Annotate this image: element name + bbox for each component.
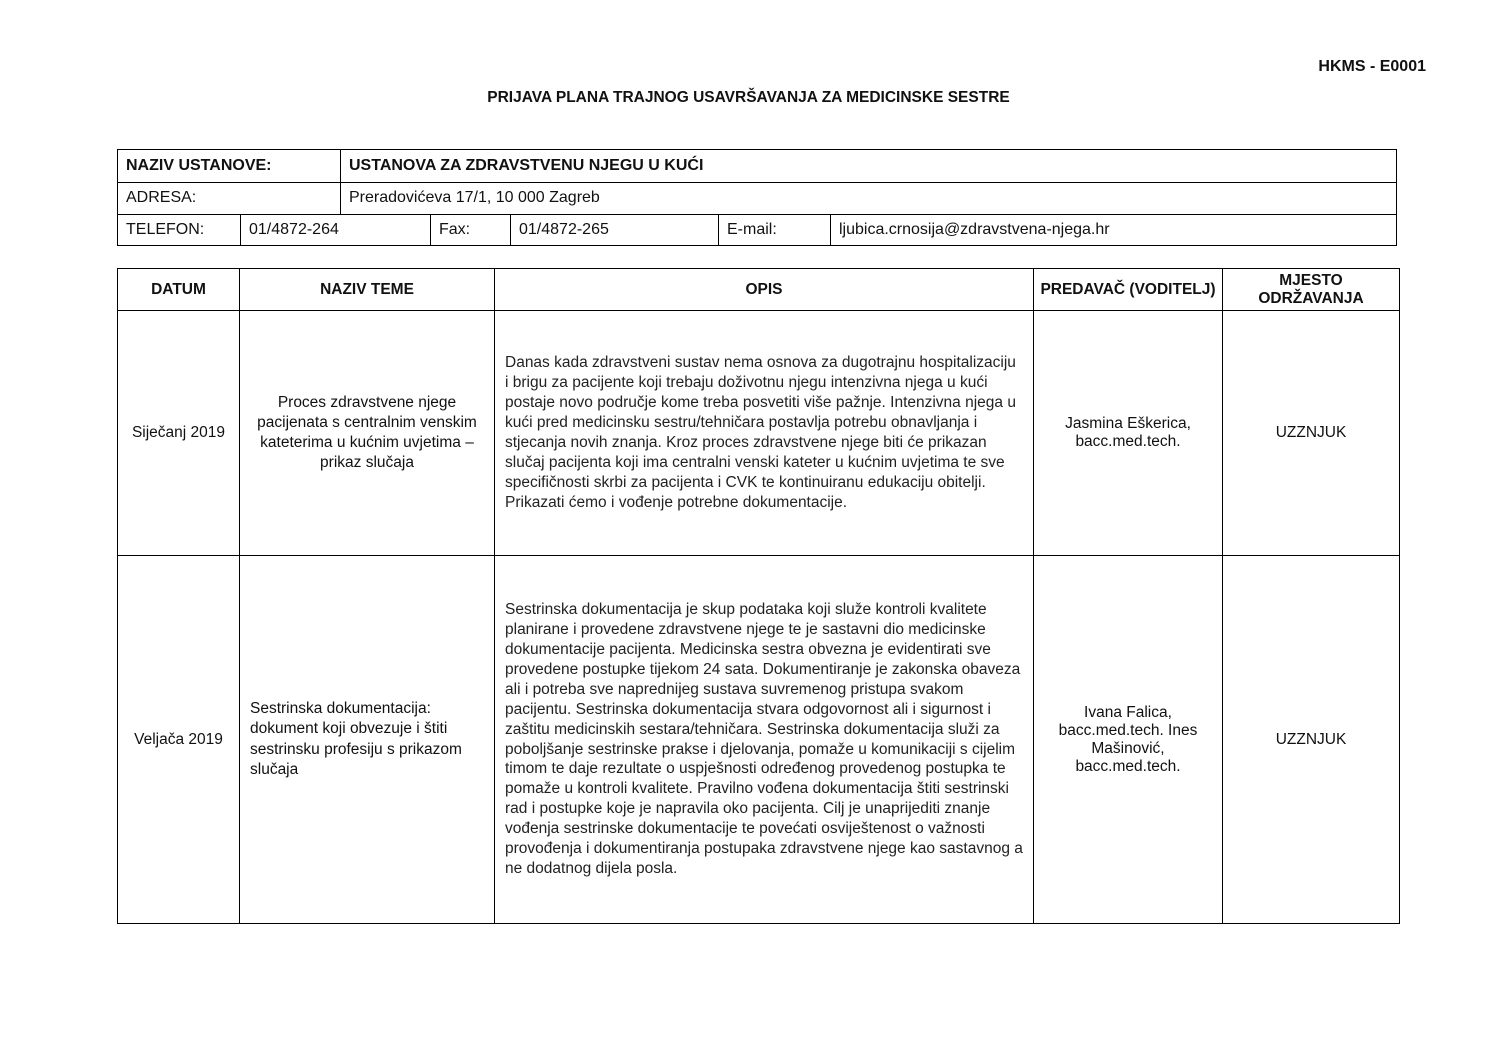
institution-address-row: [118, 182, 1396, 215]
column-header-place: MJESTO ODRŽAVANJA: [1223, 269, 1400, 311]
institution-table: [117, 149, 1397, 246]
row-theme: Proces zdravstvene njege pacijenata s centralnim venskim kateterima u kućnim uvjetima – prikaz slučaja: [240, 311, 495, 556]
table-row: [118, 311, 1400, 556]
row-date: Veljača 2019: [118, 556, 240, 924]
column-header-theme: NAZIV TEME: [240, 269, 495, 311]
row-description: Sestrinska dokumentacija je skup podataka koji služe kontroli kvalitete planirane i provedene zdravstvene njege te je sastavni dio medicinske dokumentacije pacijenta. Medicinska sestra obvezna je evidentirati sve provedene postupke tijekom 24 sata. Dokumentiranje je zakonska obaveza ali i potreba sve naprednijeg sustava suvremenog pristupa svakom pacijentu. Sestrinska dokumentacija stvara odgovornost ali i sigurnost i zaštitu medicinskih sestara/tehničara. Sestrinska dokumentacija služi za poboljšanje sestrinske prakse i djelovanja, pomaže u komunikaciji s cijelim timom te daje rezultate o uspješnosti određenog provedenog postupka te pomaže u kontroli kvalitete. Pravilno vođena dokumentacija štiti sestrinski rad i postupke koje je napravila oko pacijenta. Cilj je unaprijediti znanje vođenja sestrinske dokumentacije te povećati osviještenost o važnosti provođenja i dokumentiranja postupaka zdravstvene njege kao sastavnog a ne dodatnog dijela posla.: [495, 556, 1034, 924]
address-value: Preradovićeva 17/1, 10 000 Zagreb: [340, 182, 1398, 214]
row-description: Danas kada zdravstveni sustav nema osnova za dugotrajnu hospitalizaciju i brigu za pacijente koji trebaju doživotnu njegu intenzivna njega u kući postaje novo područje kome treba posvetiti više pažnje. Intenzivna njega u kući pred medicinsku sestru/tehničara postavlja potrebu obnavljanja i stjecanja novih znanja. Kroz proces zdravstvene njege biti će prikazan slučaj pacijenta koji ima centralni venski kateter u kućnim uvjetima te sve specifičnosti skrbi za pacijenta i CVK te kontinuiranu edukaciju obitelji. Prikazati ćemo i vođenje potrebne dokumentacije.: [495, 311, 1034, 556]
form-code: HKMS - E0001: [1318, 58, 1426, 75]
fax-label: Fax:: [430, 214, 510, 246]
row-place: UZZNJUK: [1223, 311, 1400, 556]
email-value: ljubica.crnosija@zdravstvena-njega.hr: [830, 214, 1398, 246]
phone-label: TELEFON:: [126, 221, 205, 238]
institution-contact-row: [118, 214, 1396, 246]
email-label: E-mail:: [718, 214, 830, 246]
address-label: ADRESA:: [126, 189, 197, 206]
row-lecturer: Ivana Falica, bacc.med.tech. Ines Mašinović, bacc.med.tech.: [1034, 556, 1223, 924]
column-header-lecturer: PREDAVAČ (VODITELJ): [1034, 269, 1223, 311]
row-lecturer: Jasmina Eškerica, bacc.med.tech.: [1034, 311, 1223, 556]
page-title: PRIJAVA PLANA TRAJNOG USAVRŠAVANJA ZA MEDICINSKE SESTRE: [487, 89, 1010, 106]
table-header-row: [118, 269, 1400, 311]
fax-value: 01/4872-265: [510, 214, 718, 246]
column-header-description: OPIS: [495, 269, 1034, 311]
education-plan-table: [117, 268, 1400, 924]
row-place: UZZNJUK: [1223, 556, 1400, 924]
phone-value: 01/4872-264: [240, 214, 430, 246]
table-row: [118, 556, 1400, 924]
column-header-date: DATUM: [118, 269, 240, 311]
institution-name-row: [118, 150, 1396, 183]
row-theme: Sestrinska dokumentacija: dokument koji obvezuje i štiti sestrinsku profesiju s prikazom slučaja: [240, 556, 495, 924]
institution-name-value: USTANOVA ZA ZDRAVSTVENU NJEGU U KUĆI: [340, 150, 1398, 182]
institution-name-label: NAZIV USTANOVE:: [126, 157, 272, 174]
row-date: Siječanj 2019: [118, 311, 240, 556]
